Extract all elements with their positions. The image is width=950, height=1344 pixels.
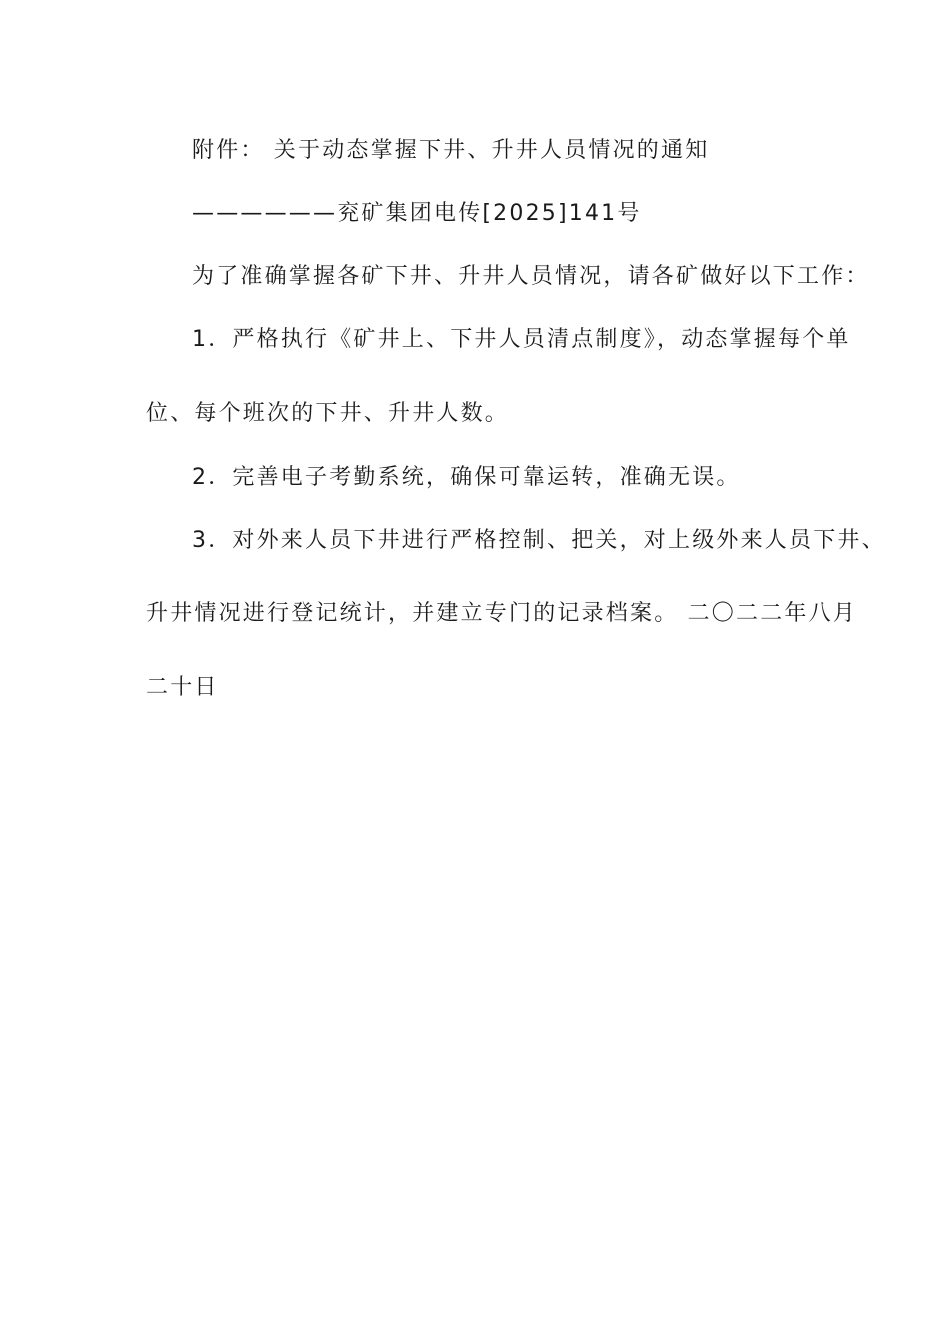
item-1-line-1: 1．严格执行《矿井上、下井人员清点制度》，动态掌握每个单 bbox=[192, 327, 851, 352]
item-1-line-2: 位、每个班次的下井、升井人数。 bbox=[146, 401, 510, 426]
item-3-line-1: 3．对外来人员下井进行严格控制、把关，对上级外来人员下井、 bbox=[192, 528, 886, 553]
intro-paragraph: 为了准确掌握各矿下井、升井人员情况，请各矿做好以下工作： bbox=[192, 264, 870, 289]
document-number: ——————兖矿集团电传[2025]141号 bbox=[192, 201, 642, 226]
attachment-title: 附件： 关于动态掌握下井、升井人员情况的通知 bbox=[192, 138, 710, 163]
item-2: 2．完善电子考勤系统，确保可靠运转，准确无误。 bbox=[192, 465, 741, 490]
date-end: 二十日 bbox=[146, 675, 219, 700]
item-3-line-2: 升井情况进行登记统计，并建立专门的记录档案。 二〇二二年八月 bbox=[146, 601, 857, 626]
